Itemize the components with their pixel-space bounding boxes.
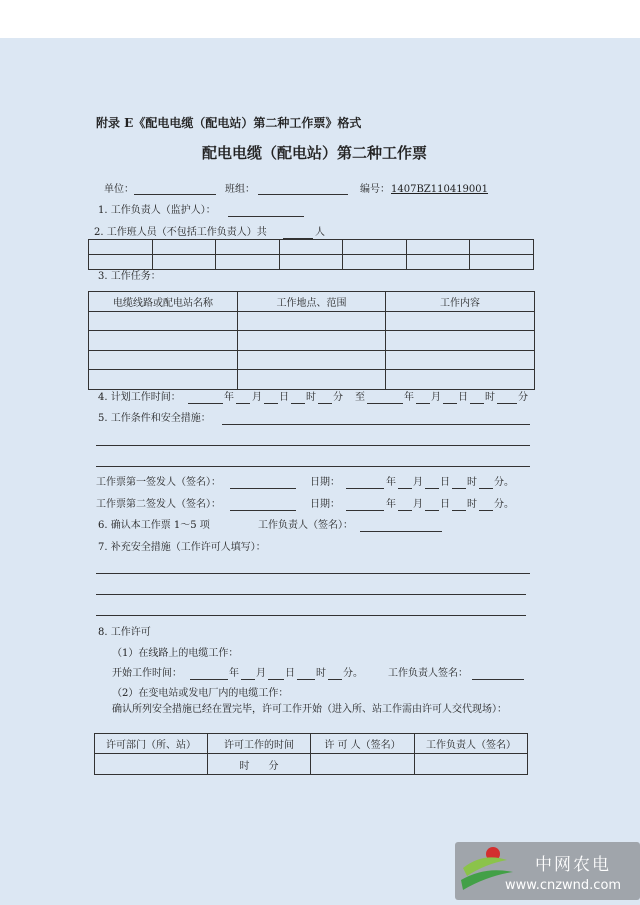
crew-cell[interactable]: [470, 255, 534, 270]
unit-minute: 分: [518, 392, 528, 403]
unit-year: 年: [404, 392, 414, 403]
unit-month: 月: [413, 499, 423, 510]
crew-table: [88, 239, 534, 270]
leader-sign-field[interactable]: [472, 679, 524, 680]
unit-month: 月: [252, 392, 262, 403]
plan-end-minute[interactable]: [497, 403, 517, 404]
unit-minute: 分。: [494, 477, 514, 488]
task-cell[interactable]: [89, 370, 238, 390]
plan-end-hour[interactable]: [470, 403, 484, 404]
crew-cell[interactable]: [152, 240, 216, 255]
conditions-line[interactable]: [96, 445, 530, 446]
start-minute[interactable]: [328, 679, 342, 680]
item6-label: 6. 确认本工作票 1～5 项: [98, 520, 210, 531]
plan-end-year[interactable]: [367, 403, 403, 404]
task-cell[interactable]: [89, 312, 238, 331]
item5-label: 5. 工作条件和安全措施：: [98, 413, 211, 424]
second-date-year[interactable]: [346, 510, 384, 511]
crew-cell[interactable]: [343, 255, 407, 270]
permit-table: [94, 733, 528, 775]
team-field[interactable]: [258, 194, 348, 195]
crew-cell[interactable]: [343, 240, 407, 255]
permit-cell[interactable]: [311, 754, 415, 775]
plan-start-month[interactable]: [236, 403, 250, 404]
second-signer-label: 工作票第二签发人（签名）：: [96, 499, 221, 510]
task-header-location: 工作地点、范围: [238, 292, 386, 312]
item6-leader-label: 工作负责人（签名）：: [258, 520, 353, 531]
watermark-title: 中网农电: [535, 855, 611, 875]
plan-end-month[interactable]: [416, 403, 430, 404]
item8-label: 8. 工作许可: [98, 627, 151, 638]
supplement-line[interactable]: [96, 594, 526, 595]
number-label: 编号：: [360, 184, 390, 195]
permit-cell[interactable]: [415, 754, 528, 775]
unit-day: 日: [285, 668, 295, 679]
plan-end-day[interactable]: [443, 403, 457, 404]
unit-field[interactable]: [134, 194, 216, 195]
task-cell[interactable]: [386, 351, 535, 370]
start-day[interactable]: [268, 679, 284, 680]
task-cell[interactable]: [386, 312, 535, 331]
unit-label: 单位：: [104, 184, 134, 195]
permit-header-dept: 许可部门（所、站）: [95, 734, 208, 754]
crew-cell[interactable]: [89, 255, 153, 270]
watermark-url: www.cnzwnd.com: [505, 878, 622, 893]
item1-label: 1. 工作负责人（监护人）：: [98, 205, 216, 216]
unit-day: 日: [458, 392, 468, 403]
crew-cell[interactable]: [279, 240, 343, 255]
unit-hour: 时: [316, 668, 326, 679]
first-signer-field[interactable]: [230, 488, 296, 489]
plan-start-year[interactable]: [188, 403, 223, 404]
crew-cell[interactable]: [216, 240, 280, 255]
unit-hour: 时: [467, 499, 477, 510]
unit-month: 月: [256, 668, 266, 679]
unit-hour: 时: [467, 477, 477, 488]
supplement-line[interactable]: [96, 573, 530, 574]
form-title: 配电电缆（配电站）第二种工作票: [202, 144, 428, 162]
task-table: [88, 291, 535, 390]
first-date-month[interactable]: [398, 488, 412, 489]
unit-month: 月: [431, 392, 441, 403]
unit-minute: 分: [333, 392, 343, 403]
task-cell[interactable]: [238, 312, 386, 331]
task-cell[interactable]: [386, 331, 535, 351]
conditions-line[interactable]: [222, 424, 530, 425]
confirm-text: 确认所列安全措施已经在置完毕，许可工作开始（进入所、站工作需由许可人交代现场）：: [112, 704, 507, 715]
start-time-label: 开始工作时间：: [112, 668, 182, 679]
appendix-title: 附录 E《配电电缆（配电站）第二种工作票》格式: [96, 116, 362, 130]
conditions-line[interactable]: [96, 466, 530, 467]
task-cell[interactable]: [386, 370, 535, 390]
first-signer-label: 工作票第一签发人（签名）：: [96, 477, 221, 488]
item3-label: 3. 工作任务：: [98, 271, 161, 282]
item6-leader-field[interactable]: [360, 531, 442, 532]
unit-hour: 时: [485, 392, 495, 403]
item2-label: 2. 工作班人员（不包括工作负责人）共: [94, 227, 267, 238]
unit-minute: 分。: [494, 499, 514, 510]
start-year[interactable]: [190, 679, 228, 680]
permit-header-time: 许可工作的时间: [208, 734, 311, 754]
plan-start-hour[interactable]: [291, 403, 305, 404]
permit-header-permitter: 许 可 人（签名）: [311, 734, 415, 754]
task-cell[interactable]: [238, 370, 386, 390]
item2-suffix: 人: [315, 227, 325, 238]
crew-cell[interactable]: [406, 240, 470, 255]
date-label: 日期：: [310, 477, 340, 488]
task-header-line: 电缆线路或配电站名称: [89, 292, 238, 312]
permit-cell[interactable]: [95, 754, 208, 775]
task-cell[interactable]: [238, 351, 386, 370]
crew-cell[interactable]: [406, 255, 470, 270]
task-cell[interactable]: [238, 331, 386, 351]
item8-sub1: （1）在线路上的电缆工作：: [112, 648, 239, 659]
unit-minute: 分。: [343, 668, 363, 679]
second-date-month[interactable]: [398, 510, 412, 511]
unit-day: 日: [279, 392, 289, 403]
unit-hour: 时: [306, 392, 316, 403]
start-hour[interactable]: [297, 679, 315, 680]
first-date-minute[interactable]: [479, 488, 493, 489]
first-date-day[interactable]: [425, 488, 439, 489]
permit-header-leader: 工作负责人（签名）: [415, 734, 528, 754]
number-value: 1407BZ110419001: [391, 184, 489, 195]
plan-start-day[interactable]: [264, 403, 278, 404]
to-label: 至: [355, 392, 365, 403]
crew-cell[interactable]: [152, 255, 216, 270]
first-date-hour[interactable]: [452, 488, 466, 489]
leader-field[interactable]: [228, 216, 304, 217]
task-cell[interactable]: [89, 331, 238, 351]
permit-time-cell[interactable]: 时 分: [208, 754, 311, 775]
second-signer-field[interactable]: [230, 510, 296, 511]
plan-start-minute[interactable]: [318, 403, 332, 404]
unit-year: 年: [229, 668, 239, 679]
second-date-day[interactable]: [425, 510, 439, 511]
supplement-line[interactable]: [96, 615, 526, 616]
item4-label: 4. 计划工作时间：: [98, 392, 181, 403]
leader-sign-label: 工作负责人签名：: [388, 668, 468, 679]
crew-cell[interactable]: [89, 240, 153, 255]
crew-cell[interactable]: [279, 255, 343, 270]
task-cell[interactable]: [89, 351, 238, 370]
unit-year: 年: [386, 499, 396, 510]
first-date-year[interactable]: [346, 488, 384, 489]
unit-year: 年: [224, 392, 234, 403]
team-label: 班组：: [225, 184, 255, 195]
second-date-minute[interactable]: [479, 510, 493, 511]
date-label: 日期：: [310, 499, 340, 510]
task-header-content: 工作内容: [386, 292, 535, 312]
crew-cell[interactable]: [216, 255, 280, 270]
unit-year: 年: [386, 477, 396, 488]
unit-month: 月: [413, 477, 423, 488]
item7-label: 7. 补充安全措施（工作许可人填写）：: [98, 542, 266, 553]
start-month[interactable]: [241, 679, 255, 680]
unit-day: 日: [440, 499, 450, 510]
second-date-hour[interactable]: [452, 510, 466, 511]
crew-cell[interactable]: [470, 240, 534, 255]
item8-sub2: （2）在变电站或发电厂内的电缆工作：: [112, 688, 289, 699]
unit-day: 日: [440, 477, 450, 488]
